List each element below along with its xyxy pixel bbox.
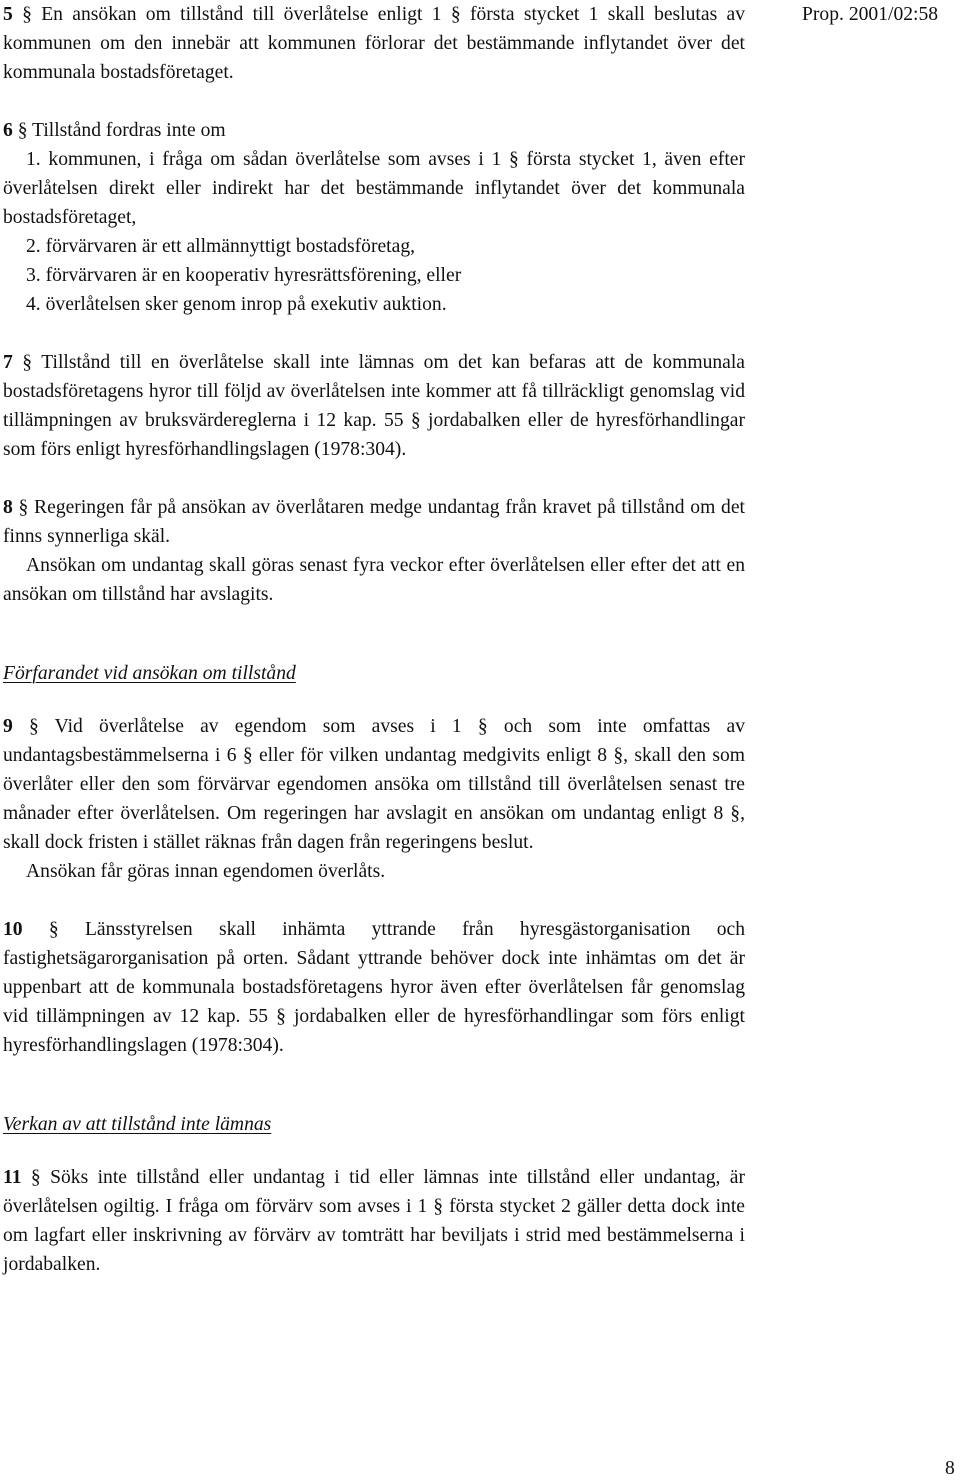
section-text: § Söks inte tillstånd eller undantag i tid eller lämnas inte tillstånd eller undantag, är överlåtelsen ogiltig. I fråga om förvärv som avses i 1 § första stycket 2 gäller detta dock inte om lagfart eller inskrivning av förvärv av tomträtt har beviljats i strid med bestämmelserna i jordabalken.: [3, 1167, 745, 1275]
section-11: [3, 1163, 745, 1279]
section-text: § Regeringen får på ansökan av överlåtaren medge undantag från kravet på tillstånd om det finns synnerliga skäl.: [3, 497, 745, 547]
section-7: [3, 348, 745, 464]
section-text: § Vid överlåtelse av egendom som avses i 1 § och som inte omfattas av undantagsbestämmelserna i 6 § eller för vilken undantag medgivits enligt 8 §, skall den som överlåter eller den som förvärvar egendomen ansöka om tillstånd till överlåtelsen senast tre månader efter överlåtelsen. Om regeringen har avslagit en ansökan om undantag enligt 8 §, skall dock fristen i stället räknas från dagen från regeringens beslut.: [3, 716, 745, 853]
list-item: 2. förvärvaren är ett allmännyttigt bostadsföretag,: [26, 236, 416, 257]
list-item: 3. förvärvaren är en kooperativ hyresrättsförening, eller: [26, 265, 462, 286]
section-number: 8: [3, 497, 13, 518]
section-number: 9: [3, 716, 13, 737]
section-text: § En ansökan om tillstånd till överlåtelse enligt 1 § första stycket 1 skall beslutas av kommunen om den innebär att kommunen förlorar det bestämmande inflytandet över det kommunala bostadsföretaget.: [3, 4, 745, 83]
section-heading: Förfarandet vid ansökan om tillstånd: [3, 663, 296, 684]
document-reference: Prop. 2001/02:58: [802, 4, 939, 25]
section-10: [3, 915, 745, 1060]
section-number: 7: [3, 352, 13, 373]
section-number: 6: [3, 120, 13, 141]
section-text: § Tillstånd fordras inte om: [17, 120, 226, 141]
section-text: § Länsstyrelsen skall inhämta yttrande från hyresgästorganisation och fastighetsägarorganisation på orten. Sådant yttrande behöver dock inte inhämtas om det är uppenbart att de kommunala bostadsföretagens hyror även efter överlåtelsen får genomslag vid tillämpningen av 12 kap. 55 § jordabalken eller de hyresförhandlingar som förs enligt hyresförhandlingslagen (1978:304).: [3, 919, 745, 1056]
section-number: 5: [3, 4, 13, 25]
section-5: [3, 0, 745, 87]
section-heading: Verkan av att tillstånd inte lämnas: [3, 1114, 272, 1135]
document-body: [3, 0, 745, 1279]
section-number: 10: [3, 919, 23, 940]
list-item: 4. överlåtelsen sker genom inrop på exekutiv auktion.: [26, 294, 447, 315]
section-9: [3, 712, 745, 857]
page-number: 8: [945, 1458, 955, 1479]
section-8: [3, 493, 745, 551]
section-8-paragraph-2: Ansökan om undantag skall göras senast fyra veckor efter överlåtelsen eller efter det att en ansökan om tillstånd har avslagits.: [3, 555, 745, 605]
section-6-intro: [3, 116, 745, 145]
section-9-paragraph-2: Ansökan får göras innan egendomen överlåts.: [26, 861, 386, 882]
list-item: 1. kommunen, i fråga om sådan överlåtelse som avses i 1 § första stycket 1, även efter överlåtelsen direkt eller indirekt har det bestämmande inflytandet över det kommunala bostadsföretaget,: [3, 149, 745, 228]
section-text: § Tillstånd till en överlåtelse skall inte lämnas om det kan befaras att de kommunala bostadsföretagens hyror till följd av överlåtelsen inte kommer att få tillräckligt genomslag vid tillämpningen av bruksvärdereglerna i 12 kap. 55 § jordabalken eller de hyresförhandlingar som förs enligt hyresförhandlingslagen (1978:304).: [3, 352, 745, 460]
section-number: 11: [3, 1167, 22, 1188]
